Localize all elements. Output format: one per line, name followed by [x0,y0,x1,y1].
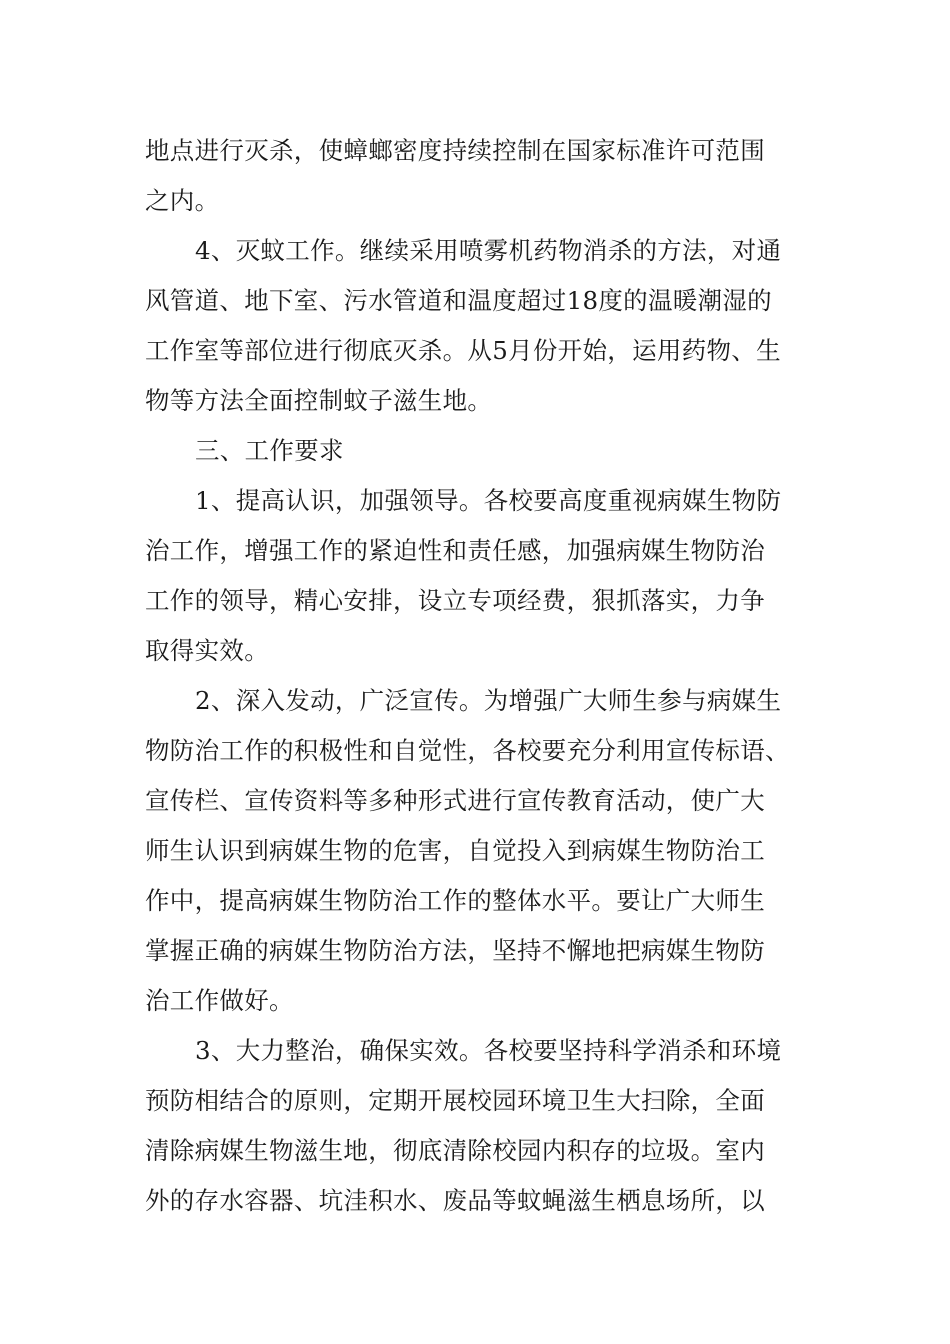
paragraph-start-line: 2、深入发动，广泛宣传。为增强广大师生参与病媒生 [195,686,782,715]
text-line: 工作的领导，精心安排，设立专项经费，狠抓落实，力争 [145,586,765,615]
text-line: 取得实效。 [145,636,269,665]
text-line: 作中，提高病媒生物防治工作的整体水平。要让广大师生 [145,886,765,915]
text-line: 师生认识到病媒生物的危害，自觉投入到病媒生物防治工 [145,836,765,865]
text-line: 治工作，增强工作的紧迫性和责任感，加强病媒生物防治 [145,536,765,565]
text-line: 之内。 [145,186,220,215]
text-line: 物等方法全面控制蚊子滋生地。 [145,386,493,415]
paragraph-start-line: 1、提高认识，加强领导。各校要高度重视病媒生物防 [195,486,782,515]
text-line: 风管道、地下室、污水管道和温度超过18度的温暖潮湿的 [145,286,772,315]
text-line: 清除病媒生物滋生地，彻底清除校园内积存的垃圾。室内 [145,1136,765,1165]
text-line: 宣传栏、宣传资料等多种形式进行宣传教育活动，使广大 [145,786,765,815]
text-line: 地点进行灭杀，使蟑螂密度持续控制在国家标准许可范围 [145,136,765,165]
text-line: 工作室等部位进行彻底灭杀。从5月份开始，运用药物、生 [145,336,781,365]
section-heading: 三、工作要求 [195,436,344,465]
paragraph-start-line: 3、大力整治，确保实效。各校要坚持科学消杀和环境 [195,1036,782,1065]
text-line: 物防治工作的积极性和自觉性，各校要充分利用宣传标语、 [145,736,790,765]
text-line: 外的存水容器、坑洼积水、废品等蚊蝇滋生栖息场所，以 [145,1186,765,1215]
text-line: 预防相结合的原则，定期开展校园环境卫生大扫除，全面 [145,1086,765,1115]
text-line: 治工作做好。 [145,986,294,1015]
paragraph-start-line: 4、灭蚊工作。继续采用喷雾机药物消杀的方法，对通 [195,236,782,265]
text-line: 掌握正确的病媒生物防治方法，坚持不懈地把病媒生物防 [145,936,765,965]
